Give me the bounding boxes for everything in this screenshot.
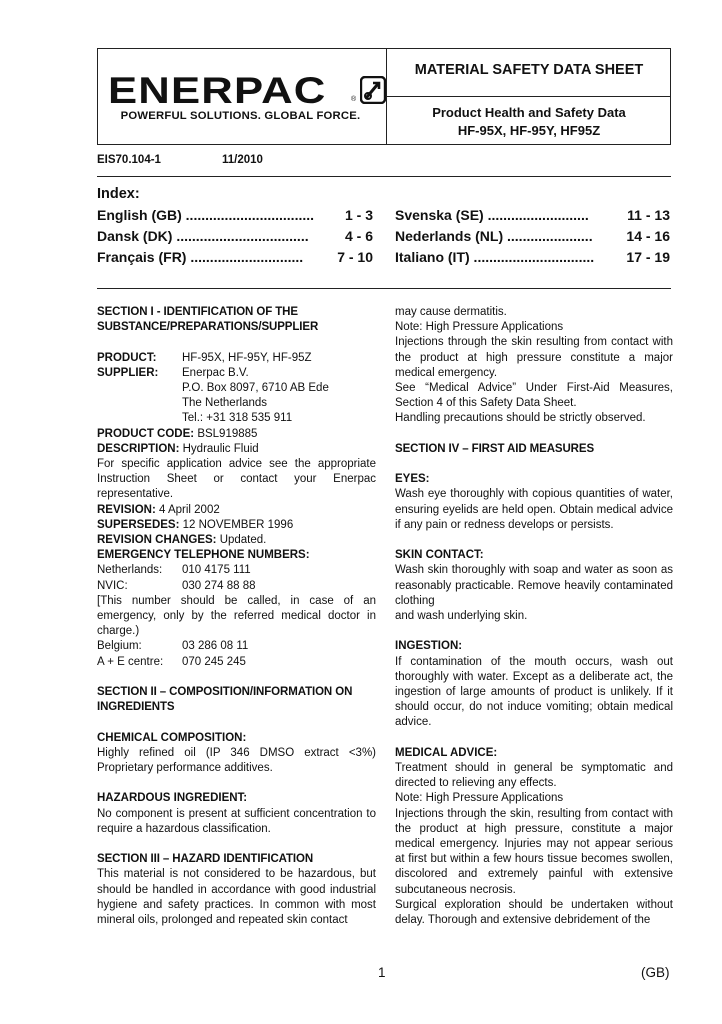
index-entry	[97, 207, 373, 223]
supplier-line: P.O. Box 8097, 6710 AB Ede	[182, 382, 329, 394]
surgical-exploration: Surgical exploration should be undertaken without delay. Thorough and extensive debridement of the	[395, 898, 673, 927]
product-code-row	[97, 427, 376, 442]
document-title: MATERIAL SAFETY DATA SHEET	[414, 62, 644, 78]
supplier-line: The Netherlands	[182, 397, 268, 410]
section-1-heading-line-1: SECTION I - IDENTIFICATION OF THE	[97, 306, 298, 318]
phone-row	[97, 655, 376, 670]
phone-number: 010 4175 111	[182, 564, 251, 577]
skin-contact-text-continued: and wash underlying skin.	[395, 610, 528, 623]
index-entry	[395, 249, 670, 265]
rule-top	[97, 176, 671, 177]
index-entry-pages: 17 - 19	[623, 249, 670, 265]
index-entry-pages: 7 - 10	[334, 249, 373, 265]
hazardous-ingredient-label: HAZARDOUS INGREDIENT:	[97, 792, 248, 805]
emergency-numbers-label: EMERGENCY TELEPHONE NUMBERS:	[97, 549, 310, 562]
ingestion-label: INGESTION:	[395, 640, 463, 653]
phone-row	[97, 579, 376, 594]
subtitle-line-2: HF-95X, HF-95Y, HF95Z	[457, 123, 601, 138]
revision-changes-row	[97, 533, 376, 548]
phone-number: 030 274 88 88	[182, 579, 256, 592]
advice-paragraph: For specific application advice see the appropriate Instruction Sheet or contact your Enerpac representative.	[97, 458, 376, 501]
section-2-heading-line-2: INGREDIENTS	[97, 701, 175, 714]
section-1-heading	[97, 305, 376, 335]
phone-label: Belgium:	[97, 640, 142, 653]
phone-label: Netherlands:	[97, 564, 163, 577]
ingestion-text: If contamination of the mouth occurs, wash out thoroughly with water. Except as a deliberate act, the ingestion of large amounts of product is unlikely. If it should occur, do not induce vomiting; obtain medical advice.	[395, 655, 673, 729]
revision-value: 4 April 2002	[155, 503, 220, 516]
phone-row	[97, 639, 376, 654]
document-code: EIS70.104-1	[97, 154, 161, 166]
revision-row	[97, 503, 376, 518]
skin-contact-label: SKIN CONTACT:	[395, 549, 484, 562]
index-entry-language: English (GB) .................................	[97, 207, 315, 223]
phone-number: 03 286 08 11	[182, 640, 249, 653]
document-subtitle	[387, 104, 671, 140]
hazard-continuation: may cause dermatitis.	[395, 306, 507, 318]
chemical-composition-text: Highly refined oil (IP 346 DMSO extract <3%) Proprietary performance additives.	[97, 746, 376, 775]
see-medical-advice: See “Medical Advice” Under First-Aid Measures, Section 4 of this Safety Data Sheet.	[395, 382, 673, 410]
page-number: 1	[378, 965, 386, 980]
emergency-note: [This number should be called, in case of an emergency, only by the referred medical doctor in charge.)	[97, 594, 376, 638]
revision-label: REVISION:	[97, 503, 156, 516]
eyes-text: Wash eye thoroughly with copious quantities of water, ensuring eyelids are held open. Obtain medical advice if any pain or redness develops or persists.	[395, 488, 673, 531]
revision-changes-label: REVISION CHANGES:	[97, 534, 217, 547]
product-value: HF-95X, HF-95Y, HF-95Z	[182, 351, 312, 364]
page-language: (GB)	[641, 965, 670, 980]
index-entry	[97, 228, 373, 244]
section-4-heading: SECTION IV – FIRST AID MEASURES	[395, 442, 595, 455]
supplier-line: Tel.: +31 318 535 911	[182, 412, 293, 425]
section-2-heading-line-1: SECTION II – COMPOSITION/INFORMATION ON	[97, 686, 353, 699]
supersedes-value: 12 NOVEMBER 1996	[179, 518, 294, 531]
section-3-text: This material is not considered to be hazardous, but should be handled in accordance with good industrial hygiene and safety practices. In common with most mineral oils, prolonged and repeated skin contact	[97, 868, 376, 927]
index-entry-pages: 14 - 16	[623, 228, 670, 244]
enerpac-emblem-icon	[360, 76, 386, 104]
document-date: 11/2010	[222, 154, 263, 166]
chemical-composition-label: CHEMICAL COMPOSITION:	[97, 731, 247, 744]
index-entry-pages: 4 - 6	[342, 228, 373, 244]
injection-warning: Injections through the skin resulting from contact with the product at high pressure constitute a major medical emergency.	[395, 336, 673, 379]
left-column	[97, 305, 376, 928]
section-2-heading	[97, 685, 376, 715]
index-entry-language: Svenska (SE) ..........................	[395, 207, 589, 223]
hazardous-ingredient-text: No component is present at sufficient concentration to require a hazardous classification.	[97, 807, 376, 835]
logo-wordmark: ENERPAC	[108, 70, 327, 111]
high-pressure-note: Note: High Pressure Applications	[395, 321, 564, 334]
supersedes-row	[97, 518, 376, 533]
section-3-heading: SECTION III – HAZARD IDENTIFICATION	[97, 853, 314, 866]
logo-tagline: POWERFUL SOLUTIONS. GLOBAL FORCE.	[120, 110, 361, 122]
phone-row	[97, 563, 376, 578]
handling-precautions: Handling precautions should be strictly observed.	[395, 412, 646, 425]
subtitle-line-1: Product Health and Safety Data	[432, 105, 626, 120]
medical-advice-text: Treatment should in general be symptomatic and directed to relieving any effects.	[395, 762, 673, 790]
index-entry	[395, 207, 670, 223]
description-label: DESCRIPTION:	[97, 442, 180, 455]
rule-index-bottom	[97, 288, 671, 289]
supersedes-label: SUPERSEDES:	[97, 518, 180, 531]
revision-changes-value: Updated.	[216, 534, 267, 547]
section-1-heading-line-2: SUBSTANCE/PREPARATIONS/SUPPLIER	[97, 321, 319, 334]
index-entry-language: Italiano (IT) ...............................	[395, 249, 595, 265]
product-label: PRODUCT:	[97, 351, 157, 364]
index-entry-language: Dansk (DK) ..................................	[97, 228, 309, 244]
eyes-label: EYES:	[395, 473, 430, 486]
index-entry	[395, 228, 670, 244]
product-code-value: BSL919885	[194, 427, 258, 440]
index-entry	[97, 249, 373, 265]
product-code-label: PRODUCT CODE:	[97, 427, 195, 440]
injection-detail: Injections through the skin, resulting from contact with the product at high pressure, constitute a major medical emergency. Injuries may not appear serious at first but within a few hours tissue becomes swollen, discolored and extremely painful with extensive subcutaneous necrosis.	[395, 807, 673, 896]
index-entry-pages: 11 - 13	[624, 207, 670, 223]
supplier-line: Enerpac B.V.	[182, 366, 249, 379]
phone-label: NVIC:	[97, 579, 128, 592]
enerpac-logo	[108, 70, 383, 111]
medical-advice-label: MEDICAL ADVICE:	[395, 746, 498, 759]
supplier-row	[97, 366, 376, 381]
high-pressure-note: Note: High Pressure Applications	[395, 792, 564, 805]
skin-contact-text: Wash skin thoroughly with soap and water as soon as reasonably practicable. Remove heavily contaminated clothing	[395, 564, 673, 607]
product-row	[97, 351, 376, 366]
right-column	[395, 305, 673, 928]
logo-registered-mark: ®	[351, 96, 357, 103]
index-entry-pages: 1 - 3	[342, 207, 373, 223]
description-value: Hydraulic Fluid	[179, 442, 259, 455]
index-entry-language: Nederlands (NL) ......................	[395, 228, 593, 244]
description-row	[97, 442, 376, 457]
phone-number: 070 245 245	[182, 655, 246, 668]
index-entry-language: Français (FR) .............................	[97, 249, 304, 265]
index-title: Index:	[97, 186, 140, 202]
supplier-label: SUPPLIER:	[97, 366, 159, 379]
header-divider-horizontal	[386, 96, 671, 97]
phone-label: A + E centre:	[97, 655, 164, 668]
